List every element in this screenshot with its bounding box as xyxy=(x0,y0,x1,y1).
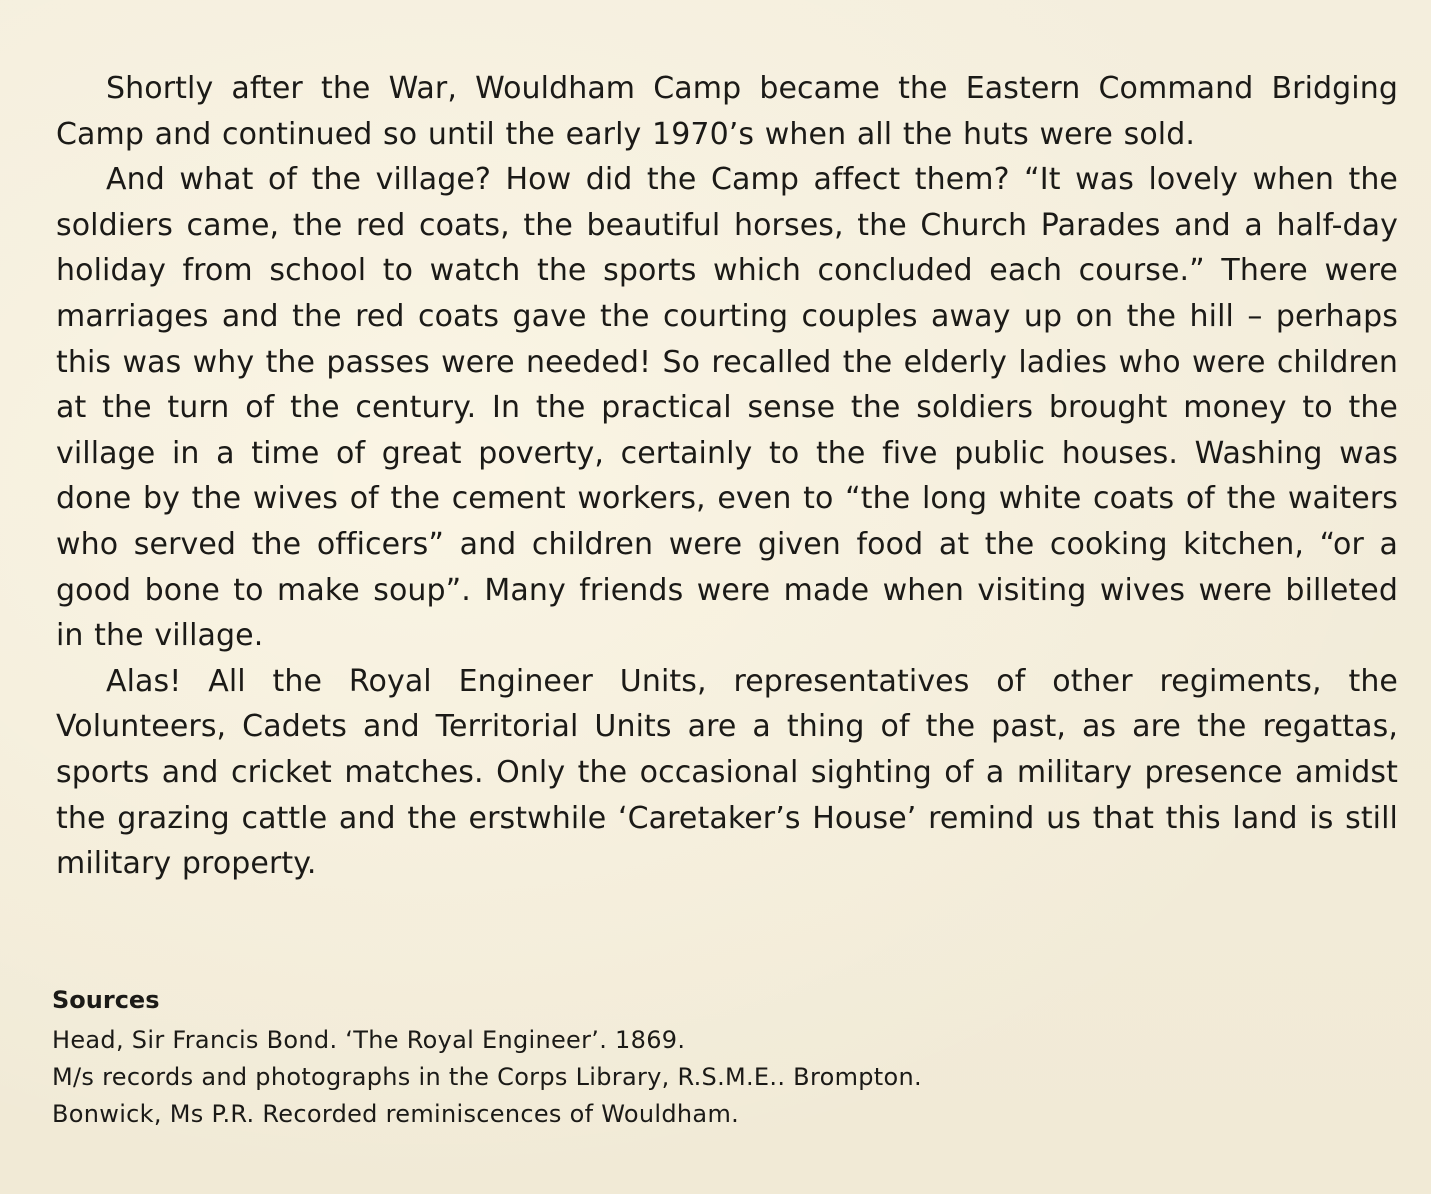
sources-section xyxy=(52,986,1352,1133)
paragraph-present-day: Alas! All the Royal Engineer Units, representatives of other regiments, the Volunteers, Cadets and Territorial Units are a thing of the past, as are the regattas, sports and cricket matches. Only the occasional sighting of a military presence amidst the grazing cattle and the erstwhile ‘Caretaker’s House’ remind us that this land is still military property. xyxy=(56,663,1398,882)
source-item: M/s records and photographs in the Corps Library, R.S.M.E.. Brompton. xyxy=(52,1063,922,1091)
body-text xyxy=(56,66,1398,887)
sources-heading: Sources xyxy=(52,986,160,1014)
paragraph-camp-history: Shortly after the War, Wouldham Camp became the Eastern Command Bridging Camp and continued so until the early 1970’s when all the huts were sold. xyxy=(56,71,1398,152)
paragraph-village-effect: And what of the village? How did the Camp affect them? “It was lovely when the soldiers came, the red coats, the beautiful horses, the Church Parades and a half-day holiday from school to watch the sports which concluded each course.” There were marriages and the red coats gave the courting couples away up on the hill – perhaps this was why the passes were needed! So recalled the elderly ladies who were children at the turn of the century. In the practical sense the soldiers brought money to the village in a time of great poverty, certainly to the five public houses. Washing was done by the wives of the cement workers, even to “the long white coats of the waiters who served the officers” and children were given food at the cooking kitchen, “or a good bone to make soup”. Many friends were made when visiting wives were billeted in the village. xyxy=(56,162,1398,654)
source-item: Head, Sir Francis Bond. ‘The Royal Engineer’. 1869. xyxy=(52,1026,686,1054)
source-item: Bonwick, Ms P.R. Recorded reminiscences of Wouldham. xyxy=(52,1100,740,1128)
